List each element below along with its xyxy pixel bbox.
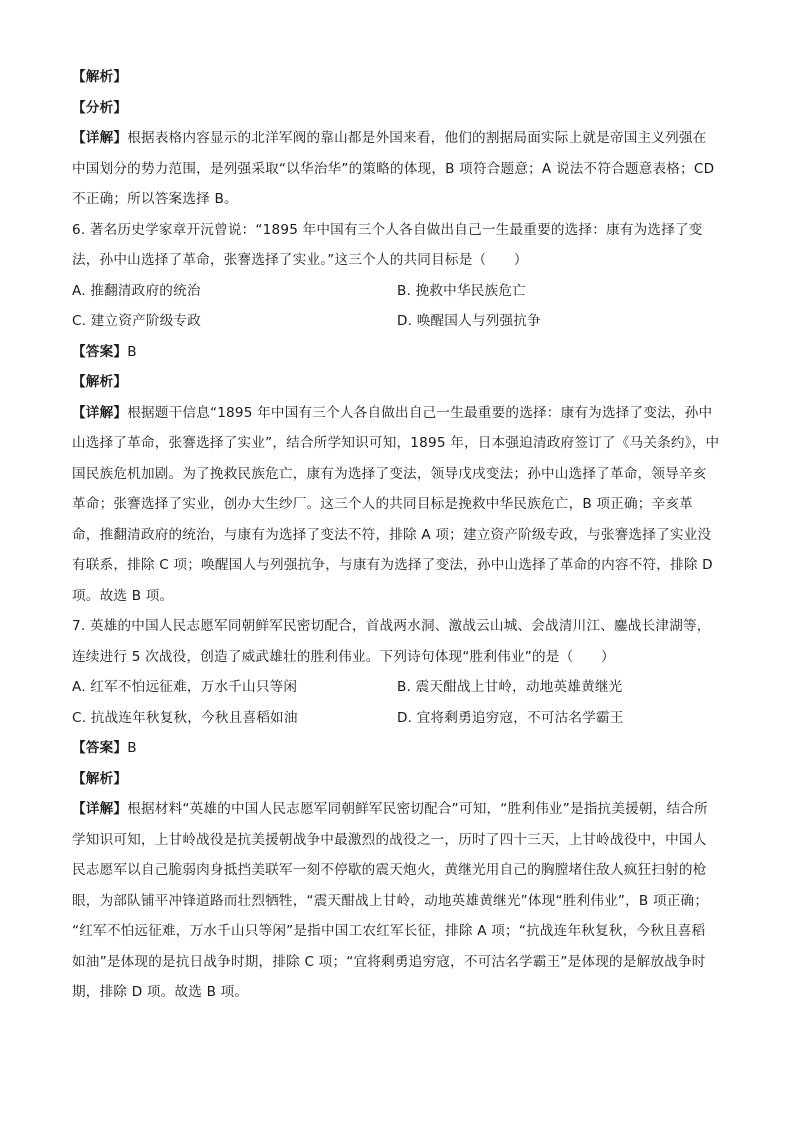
q6-detail-line: [72, 398, 724, 429]
jiexi-tag: 【解析】: [72, 69, 128, 85]
q7-option-b: B. 震天酣战上甘岭，动地英雄黄继光: [397, 679, 623, 695]
q6-detail-line: 有联系，排除 C 项；唤醒国人与列强抗争，与康有为选择了变法，孙中山选择了革命的内容不符，排除 D: [72, 557, 713, 573]
answer-tag: 【答案】: [72, 343, 128, 360]
q6-option-b: B. 挽救中华民族危亡: [397, 282, 526, 299]
q7-option-a: A. 红军不怕远征难，万水千山只等闲: [72, 679, 298, 695]
detail-text: 根据题干信息“1895 年中国有三个人各自做出自己一生最重要的选择：康有为选择了变法，孙中: [127, 404, 713, 421]
q7-stem-line: 7. 英雄的中国人民志愿军同朝鲜军民密切配合，首战两水洞、激战云山城、会战清川江、鏖战长津湖等，: [72, 618, 711, 634]
detail-tag: 【详解】: [72, 130, 128, 146]
detail-text: 根据材料“英雄的中国人民志愿军同朝鲜军民密切配合”可知，“胜利伟业”是指抗美援朝，结合所: [127, 801, 708, 817]
q7-jiexi-heading: [72, 764, 724, 795]
q7-option-c: C. 抗战连年秋复秋，今秋且喜稻如油: [72, 709, 298, 726]
q7-options-row: [72, 703, 724, 734]
q7-detail-line: 期，排除 D 项。故选 B 项。: [72, 984, 249, 1000]
q7-detail-line: 民志愿军以自己脆弱肉身抵挡美联军一刻不停歇的震天炮火，黄继光用自己的胸膛堵住敌人疯狂扫射的枪: [72, 862, 707, 878]
document-body: [72, 62, 724, 1008]
answer-tag: 【答案】: [72, 740, 128, 756]
q6-detail-line: 革命；张謇选择了实业，创办大生纱厂。这三个人的共同目标是挽救中华民族危亡，B 项正确；辛亥革: [72, 496, 693, 512]
q5-detail-line: 中国划分的势力范围，是列强采取“以华治华”的策略的体现，B 项符合题意；A 说法不符合题意表格；CD: [72, 160, 715, 177]
q7-detail-line: 学知识可知，上甘岭战役是抗美援朝战争中最激烈的战役之一，历时了四十三天，上甘岭战役中，中国人: [72, 831, 707, 848]
q6-jiexi-heading: [72, 367, 724, 398]
q6-option-c: C. 建立资产阶级专政: [72, 313, 202, 329]
q6-options-row: [72, 306, 724, 337]
q6-option-d: D. 唤醒国人与列强抗争: [397, 313, 541, 329]
answer-value: B: [127, 740, 137, 756]
detail-tag: 【详解】: [72, 801, 128, 817]
q5-fenxi-heading: [72, 93, 724, 124]
answer-value: B: [127, 343, 137, 360]
detail-text: 根据表格内容显示的北洋军阀的靠山都是外国来看，他们的割据局面实际上就是帝国主义列强在: [127, 130, 707, 146]
q7-detail-line: [72, 794, 724, 825]
jiexi-tag: 【解析】: [72, 770, 128, 787]
q6-options-row: [72, 276, 724, 307]
q6-detail-line: 山选择了革命，张謇选择了实业”，结合所学知识可知，1895 年，日本强迫清政府签订了《马关条约》，中: [72, 435, 720, 451]
q6-stem-line: 法，孙中山选择了革命，张謇选择了实业。”这三个人的共同目标是（ ）: [72, 252, 528, 268]
jiexi-tag: 【解析】: [72, 374, 128, 390]
q6-option-a: A. 推翻清政府的统治: [72, 282, 201, 299]
fenxi-tag: 【分析】: [72, 99, 128, 116]
detail-tag: 【详解】: [72, 404, 128, 421]
q5-detail-line: 不正确；所以答案选择 B。: [72, 191, 238, 207]
q5-detail-line: [72, 123, 724, 154]
q6-detail-line: 项。故选 B 项。: [72, 587, 174, 604]
q7-detail-line: 如油”是体现的是抗日战争时期，排除 C 项；“宜将剩勇追穷寇，不可沽名学霸王”是体现的是解放战争时: [72, 953, 706, 970]
q7-option-d: D. 宜将剩勇追穷寇，不可沽名学霸王: [397, 709, 624, 726]
q7-detail-line: “红军不怕远征难，万水千山只等闲”是指中国工农红军长征，排除 A 项；“抗战连年秋复秋，今秋且喜稻: [72, 923, 706, 939]
q6-detail-line: 国民族危机加剧。为了挽救民族危亡，康有为选择了变法，领导戊戌变法；孙中山选择了革命，领导辛亥: [72, 465, 707, 482]
q5-jiexi-heading: [72, 62, 724, 93]
q6-answer: [72, 337, 724, 368]
q6-stem-line: 6. 著名历史学家章开沅曾说：“1895 年中国有三个人各自做出自己一生最重要的选择：康有为选择了变: [72, 221, 703, 238]
q7-options-row: [72, 672, 724, 703]
q7-stem-line: 连续进行 5 次战役，创造了威武雄壮的胜利伟业。下列诗句体现“胜利伟业”的是（ ）: [72, 648, 615, 665]
q6-detail-line: 命，推翻清政府的统治，与康有为选择了变法不符，排除 A 项；建立资产阶级专政，与张謇选择了实业没: [72, 526, 712, 543]
q7-detail-line: 眼，为部队铺平冲锋道路而壮烈牺牲，“震天酣战上甘岭，动地英雄黄继光”体现“胜利伟业”，B 项正确；: [72, 892, 709, 909]
q7-answer: [72, 733, 724, 764]
